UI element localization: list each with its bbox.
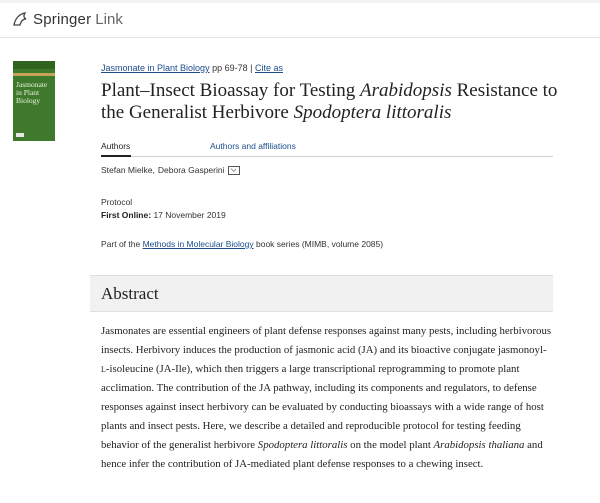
author-stefan-mielke[interactable]: Stefan Mielke,: [101, 165, 155, 175]
cover-accent-band: [13, 73, 55, 76]
cover-top-band: [13, 61, 55, 69]
abstract-species-1: Spodoptera littoralis: [257, 439, 348, 451]
title-italic-1: Arabidopsis: [360, 80, 452, 101]
abstract-text-2: -isoleucine (JA-Ile), which then triggers a large transcriptional reprogramming to promote plant acclimation. The contribution of the JA pathway, including its components and regulators, to defense responses against insect herbivory can be evaluated by conducting bioassays with a wide range of host plants and insect pests. Here, we describe a detailed and reproducible protocol for testing feeding behavior of the generalist herbivore: [101, 363, 544, 451]
book-cover-image[interactable]: [13, 61, 55, 141]
title-italic-2: Spodoptera littoralis: [293, 102, 452, 123]
tab-authors[interactable]: Authors: [101, 141, 131, 157]
meta-separator: |: [250, 63, 253, 73]
author-tabs: [101, 141, 553, 157]
browser-strip: [0, 0, 600, 3]
book-series-info: [101, 239, 383, 249]
series-link[interactable]: Methods in Molecular Biology: [142, 239, 254, 249]
springer-horse-icon: [11, 10, 29, 28]
first-online-label: First Online:: [101, 210, 152, 220]
first-online: [101, 210, 226, 220]
cover-publisher-mark: [16, 133, 24, 137]
page-range: pp 69-78: [212, 63, 248, 73]
abstract-text-1: Jasmonates are essential engineers of plant defense responses against many pests, including herbivorous insects. Herbivory induces the production of jasmonic acid (JA) and its bioactive conjugate jasmonoyl-: [101, 325, 552, 356]
abstract-species-2: Arabidopsis thaliana: [433, 439, 525, 451]
cover-title: Jasmonate in Plant Biology: [16, 80, 48, 105]
abstract-heading: Abstract: [101, 284, 159, 303]
part-of-prefix: Part of the: [101, 239, 141, 249]
brand-name: Springer: [33, 10, 92, 28]
book-meta: [101, 63, 283, 73]
abstract-small-caps-l: L: [101, 365, 106, 374]
tab-authors-and-affiliations[interactable]: Authors and affiliations: [210, 141, 296, 151]
author-debora-gasperini[interactable]: Debora Gasperini: [157, 165, 225, 175]
content-type: Protocol: [101, 197, 133, 207]
cite-as-link[interactable]: Cite as: [254, 63, 283, 73]
abstract-header[interactable]: [90, 275, 553, 312]
first-online-date: 17 November 2019: [153, 210, 226, 220]
chapter-title: [101, 80, 581, 124]
springer-link-logo[interactable]: [11, 10, 123, 28]
email-icon[interactable]: [228, 166, 240, 175]
top-bar: [0, 0, 600, 38]
abstract-text: [101, 322, 553, 474]
part-of-suffix: book series (MIMB, volume 2085): [256, 239, 384, 249]
book-title-link[interactable]: Jasmonate in Plant Biology: [101, 63, 210, 73]
author-list: [101, 165, 240, 175]
abstract-text-3: on the model plant: [347, 439, 434, 451]
abstract-text-4: and hence infer the contribution of JA-mediated plant defense responses to a chewing insect.: [101, 439, 543, 470]
title-text-2: Resistance to the Generalist Herbivore: [101, 80, 558, 123]
brand-suffix: Link: [95, 10, 123, 28]
title-text-1: Plant–Insect Bioassay for Testing: [101, 80, 361, 101]
